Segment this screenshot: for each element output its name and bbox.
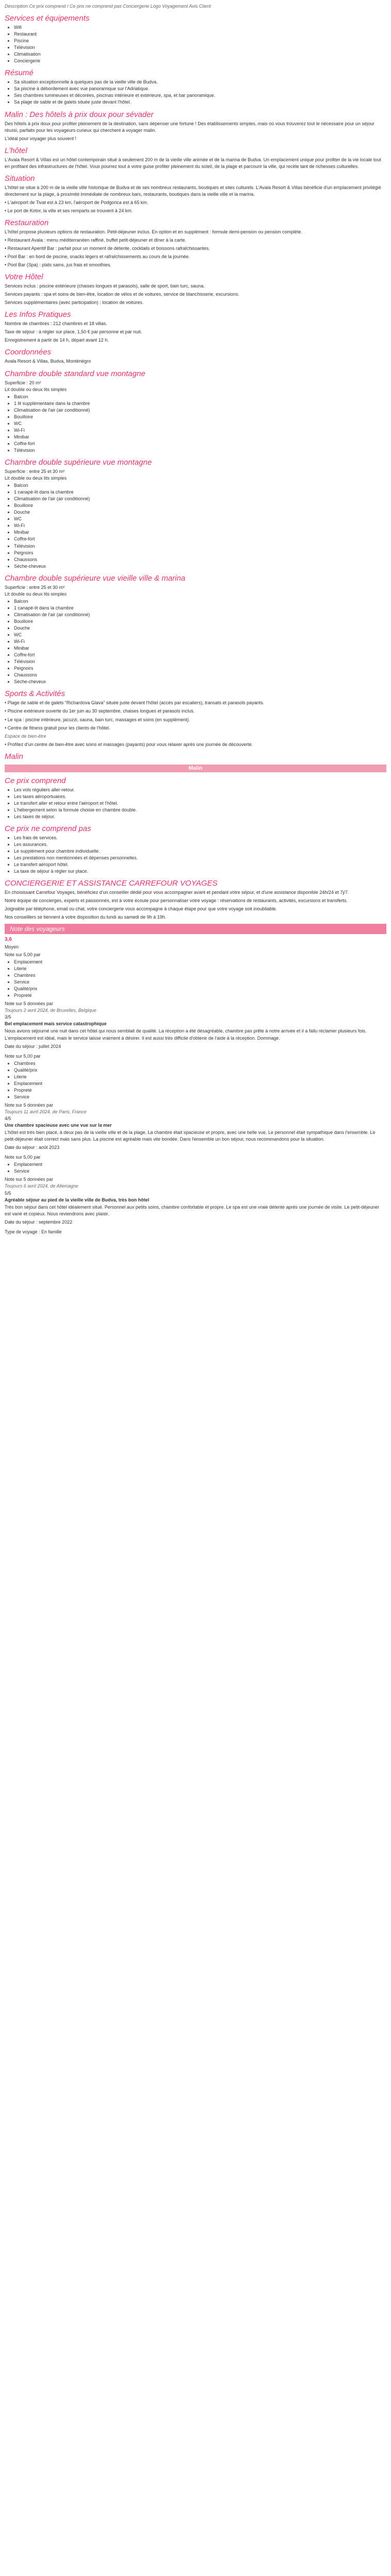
price-exclus-title: Ce prix ne comprend pas <box>5 824 91 833</box>
review-score: 4/5 <box>5 1116 11 1122</box>
travel-type: Type de voyage : En famille <box>5 1229 62 1234</box>
review-meta: Note sur 5 données par <box>5 1001 54 1007</box>
infos-text: Nombre de chambres : 212 chambres et 18 villas. <box>5 321 107 327</box>
review-date: Date du séjour : août 2023 <box>5 1145 60 1150</box>
product-page <box>0 0 391 1241</box>
list-item: ▪ Literie <box>14 965 386 972</box>
review-score-line: Note sur 5,00 par <box>5 952 41 957</box>
loisirs-text: Services payants : spa et soins de bien-être, location de vélos et de voitures, service de blanchisserie, excursions. <box>5 292 239 297</box>
list-item: ▪ Literie <box>14 1074 386 1080</box>
loisirs-title: Votre Hôtel <box>5 273 43 282</box>
malin-text: Des hôtels à prix doux pour profiter pleinement de la destination, sans dépenser une fortune ! Des établissements simples, mais où vous trouverez tout le nécessaire pour un séjour réussi, parfaits pour les voyageurs curieux qui cherchent à voyager malin. <box>5 121 374 133</box>
list-item: ▪ Climatisation de l'air (air conditionné) <box>14 407 386 414</box>
list-item: ▪ 1 canapé-lit dans la chambre <box>14 605 386 612</box>
list-item: ▪ Climatisation de l'air (air conditionné) <box>14 496 386 502</box>
coordonnees-text: Avala Resort & Villas, Budva, Monténégro <box>5 359 91 364</box>
price-exclus-list <box>5 835 386 875</box>
list-item: ▪ Sa situation exceptionnelle à quelques pas de la vieille ville de Budva. <box>14 79 386 86</box>
review <box>5 1154 386 1225</box>
review-meta: Note sur 5 données par <box>5 1102 54 1108</box>
list-item: ▪ Balcon <box>14 394 386 400</box>
espace-text: • Profitez d'un centre de bien-être avec soins et massages (payants) pour vous relaxer après une journée de découverte. <box>5 741 253 747</box>
malin-section-title: Malin <box>5 752 23 761</box>
list-item: ▪ Sèche-cheveux <box>14 679 386 685</box>
restauration-text: • Restaurant Aperitif Bar : parfait pour un moment de détente, cocktails et boissons rafraîchissantes. <box>5 246 210 251</box>
list-item: ▪ Les taxes de séjour. <box>14 814 386 820</box>
list-item: ▪ Wifi <box>14 24 386 31</box>
list-item: ▪ Peignoirs <box>14 665 386 672</box>
list-item: ▪ Les vols réguliers aller-retour. <box>14 787 386 793</box>
room-spec: Superficie : 20 m² <box>5 380 41 385</box>
list-item: ▪ Sèche-cheveux <box>14 563 386 570</box>
sports-text: • Le spa : piscine intérieure, jacuzzi, sauna, bain turc, massages et soins (en supplément). <box>5 717 190 722</box>
list-item: ▪ Bouilloire <box>14 414 386 420</box>
review-meta: Note sur 5 données par <box>5 1177 54 1182</box>
loisirs-text: Services supplémentaires (avec participation) : location de voitures. <box>5 300 144 306</box>
list-item: ▪ Ses chambres lumineuses et décorées, piscinas intérieure et extérieure, spa, et bar panoramique. <box>14 92 386 99</box>
services-title: Services et équipements <box>5 14 90 23</box>
list-item: ▪ Balcon <box>14 482 386 489</box>
list-item: ▪ 1 canapé-lit dans la chambre <box>14 489 386 496</box>
list-item: ▪ La taxe de séjour à régler sur place. <box>14 868 386 875</box>
overall-label: Moyen <box>5 944 19 950</box>
list-item: ▪ Bouilloire <box>14 502 386 509</box>
review-score-line: Note sur 5,00 par <box>5 1155 41 1160</box>
list-item: ▪ Chambres <box>14 1060 386 1067</box>
list-item: ▪ Télévision <box>14 44 386 51</box>
list-item: ▪ Peignoirs <box>14 550 386 556</box>
tab-navigation-text[interactable]: Description Ce prix comprend / Ce prix ne comprend pas Conciergerie Logo Voyagement Avis Client <box>5 4 211 9</box>
list-item: ▪ Le transfert aller et retour entre l'aéroport et l'hôtel. <box>14 800 386 807</box>
room-spec: Superficie : entre 25 et 30 m² <box>5 584 65 590</box>
review-author: Toujours 11 avril 2024, de Paris, France <box>5 1109 87 1114</box>
room-title: Chambre double standard vue montagne <box>5 369 145 378</box>
review-title <box>5 1021 386 1027</box>
review-title <box>5 1122 386 1129</box>
list-item: ▪ 1 lit supplémentaire dans la chambre <box>14 400 386 407</box>
situation-text: L'hôtel se situe à 200 m de la vieille ville historique de Budva et de ses nombreux restaurants, boutiques et sites culturels. L'Avala Resort & Villas bénéficie d'un emplacement privilégié directement sur la plage, à proximité immédiate de nombreux bars, restaurants, boutiques dans la vieille ville et la marina. <box>5 184 381 197</box>
list-item: ▪ Les frais de services. <box>14 835 386 841</box>
list-item: ▪ Coffre-fort <box>14 440 386 447</box>
malin-bar[interactable]: Malin <box>5 765 386 772</box>
restauration-text: • Pool Bar (Spa) : plats sains, jus frais et smoothies. <box>5 262 111 268</box>
situation-text: • L'aéroport de Tivat est à 23 km, l'aéroport de Podgorica est à 65 km. <box>5 199 149 205</box>
list-item: ▪ Sa plage de sable et de galets située juste devant l'hôtel. <box>14 99 386 106</box>
list-item: ▪ Télévision <box>14 543 386 550</box>
review-score: 3/5 <box>5 1014 11 1020</box>
review <box>5 952 386 1050</box>
list-item: ▪ Service <box>14 1168 386 1175</box>
price-inclus-list <box>5 787 386 820</box>
list-item: ▪ Piscine <box>14 38 386 44</box>
room-spec: Lit double ou deux lits simples <box>5 591 67 597</box>
loisirs-text: Services inclus : piscine extérieure (chaises longues et parasols), salle de sport, bain turc, sauna. <box>5 283 205 289</box>
list-item: ▪ Les taxes aéroportuaires. <box>14 793 386 800</box>
list-item: ▪ WC <box>14 420 386 427</box>
malin-title: Malin : Des hôtels à prix doux pour sévader <box>5 110 154 119</box>
list-item: ▪ Wi-Fi <box>14 522 386 529</box>
list-item: ▪ Télévision <box>14 658 386 665</box>
list-item: ▪ Service <box>14 1094 386 1100</box>
notes-bar[interactable]: Note des voyageurs <box>5 924 386 934</box>
review-date: Date du séjour : septembre 2022 <box>5 1219 73 1225</box>
sports-text: • Plage de sable et de galets “Richardova Glava” située juste devant l'hôtel (accès par escaliers), transats et parasols payants. <box>5 700 265 706</box>
list-item: ▪ Wi-Fi <box>14 427 386 434</box>
list-item: ▪ Chaussons <box>14 556 386 563</box>
list-item: ▪ Chaussons <box>14 672 386 679</box>
review-score: 5/5 <box>5 1190 11 1196</box>
concierge-title: CONCIERGERIE ET ASSISTANCE CARREFOUR VOYAGES <box>5 879 218 888</box>
infos-title: Les Infos Pratiques <box>5 310 71 319</box>
situation-text: • Le port de Kotor, la ville et ses remparts se trouvent à 24 km. <box>5 208 133 213</box>
hotel-text: L'Avala Resort & Villas est un hôtel contemporain situé à seulement 200 m de la vieille ville animée et de la marina de Budva. Un emplacement unique pour profiter de la vie locale tout en profitant des infrastructures de l'hôtel. Vous pourrez tout à votre guise profiter pleinement du soleil, de la plage et parcourir la ville, qui recèle tant de richesses culturelles. <box>5 157 381 169</box>
list-item: ▪ Le supplément pour chambre individuelle. <box>14 848 386 855</box>
coordonnees-title: Coordonnées <box>5 348 52 357</box>
price-inclus-title: Ce prix comprend <box>5 776 66 785</box>
resume-title: Résumé <box>5 69 34 78</box>
resume-list <box>5 79 386 106</box>
review-criteria <box>5 1060 386 1100</box>
list-item: ▪ Télévision <box>14 447 386 454</box>
list-item: ▪ Restaurant <box>14 31 386 38</box>
situation-title: Situation <box>5 174 35 183</box>
services-list <box>5 24 386 64</box>
overall-score: 3,6 <box>5 937 12 943</box>
list-item: ▪ Climatisation <box>14 51 386 58</box>
room-amenities <box>5 598 386 686</box>
room-spec: Superficie : entre 25 et 30 m² <box>5 469 65 474</box>
list-item: ▪ Coffre-fort <box>14 536 386 543</box>
restauration-text: • Restaurant Avala : menu méditerranéen raffiné, buffet petit-déjeuner et dîner à la carte. <box>5 237 186 243</box>
restauration-text: • Pool Bar : en bord de piscine, snacks légers et rafraîchissements au cours de la journée. <box>5 254 190 260</box>
list-item: ▪ Qualité/prix <box>14 986 386 992</box>
list-item: ▪ Conciergerie <box>14 58 386 64</box>
concierge-text: En choisissant Carrefour Voyages, bénéficiez d'un conseiller dédié pour vous accompagner avant et pendant votre séjour, et d'une assistance disponible 24h/24 et 7j/7. <box>5 890 349 895</box>
room-amenities <box>5 394 386 454</box>
review-text: L'hôtel est très bien placé, à deux pas de la vieille ville et de la plage. La chambre était spacieuse et propre, avec une belle vue. Le personnel était sympathique dans l'ensemble. Le petit-déjeuner était correct mais sans plus. La piscine est agréable mais vite bondée. Dans l'ensemble un bon séjour, nous recommandons pour la situation. <box>5 1130 376 1142</box>
list-item: ▪ Bouilloire <box>14 618 386 625</box>
list-item: ▪ Les prestations non mentionnées et dépenses personnelles. <box>14 855 386 861</box>
room-title: Chambre double supérieure vue vieille ville & marina <box>5 573 186 583</box>
review-title-text: Bel emplacement mais service catastrophique <box>5 1021 107 1027</box>
room-spec: Lit double ou deux lits simples <box>5 386 67 392</box>
hotel-title: L'hôtel <box>5 146 27 155</box>
list-item: ▪ L'hébergement selon la formule choisie en chambre double. <box>14 807 386 814</box>
list-item: ▪ WC <box>14 632 386 638</box>
list-item: ▪ Emplacement <box>14 1080 386 1087</box>
list-item: ▪ Chambres <box>14 972 386 979</box>
sports-title: Sports & Activités <box>5 689 65 699</box>
review-author: Toujours 6 avril 2024, de Allemagne <box>5 1183 78 1189</box>
restauration-title: Restauration <box>5 218 49 227</box>
list-item: ▪ Emplacement <box>14 1161 386 1168</box>
list-item: ▪ Emplacement <box>14 959 386 965</box>
list-item: ▪ Les assurances. <box>14 841 386 848</box>
review-text: Nous avions séjourné une nuit dans cet hôtel qui nous semblait de qualité. La réception a été désagréable, chambre pas prête à notre arrivée et il a fallu réclamer plusieurs fois. L'emplacement est idéal, mais le service laisse vraiment à désirer. Il est aussi très difficile d'obtenir de l'aide à la réception. Dommage. <box>5 1028 367 1041</box>
list-item: ▪ Douche <box>14 509 386 516</box>
review-criteria <box>5 959 386 999</box>
list-item: ▪ Climatisation de l'air (air conditionné) <box>14 612 386 618</box>
list-item: ▪ Le transfert aéroport hôtel. <box>14 861 386 868</box>
sports-text: • Centre de fitness gratuit pour les clients de l'hôtel. <box>5 725 110 731</box>
list-item: ▪ Balcon <box>14 598 386 605</box>
concierge-text: Notre équipe de concierges, experts et passionnés, est à votre écoute pour personnaliser votre voyage : réservations de restaurants, activités, excursions et transferts. <box>5 898 348 904</box>
concierge-text: Nos conseillers se tiennent à votre disposition du lundi au samedi de 9h à 19h. <box>5 914 167 920</box>
review-title <box>5 1197 386 1204</box>
list-item: ▪ Service <box>14 979 386 986</box>
list-item: ▪ Coffre-fort <box>14 652 386 658</box>
sports-text: • Piscine extérieure ouverte du 1er juin au 30 septembre, chaises longues et parasols inclus. <box>5 708 195 714</box>
list-item: ▪ Minibar <box>14 645 386 652</box>
review-date: Date du séjour : juillet 2024 <box>5 1043 61 1049</box>
list-item: ▪ Sa piscine à débordement avec vue panoramique sur l'Adriatique. <box>14 86 386 92</box>
restauration-text: L'hôtel propose plusieurs options de restauration. Petit-déjeuner inclus. En option et en supplément : formule demi-pension ou pension complète. <box>5 229 303 234</box>
list-item: ▪ Qualité/prix <box>14 1067 386 1074</box>
review-title-text: Agréable séjour au pied de la vieille ville de Budva, très bon hôtel <box>5 1197 150 1202</box>
list-item: ▪ Propreté <box>14 1087 386 1094</box>
list-item: ▪ Minibar <box>14 434 386 440</box>
list-item: ▪ Minibar <box>14 529 386 536</box>
concierge-text: Joignable par téléphone, email ou chat, votre conciergerie vous accompagne à chaque étape pour que votre voyage soit inoubliable. <box>5 906 277 912</box>
review-title-text: Une chambre spacieuse avec une vue sur la mer <box>5 1123 112 1128</box>
espace-label: Espace de bien-être <box>5 733 46 739</box>
infos-text: Taxe de séjour : à régler sur place, 1,50 € par personne et par nuit. <box>5 329 142 335</box>
review-author: Toujours 2 avril 2024, de Bruxelles, Belgique <box>5 1008 96 1013</box>
list-item: ▪ Propreté <box>14 992 386 999</box>
malin-text: L'idéal pour voyager plus souvent ! <box>5 135 76 141</box>
room-title: Chambre double supérieure vue montagne <box>5 458 152 467</box>
review <box>5 1053 386 1151</box>
infos-text: Enregistrement à partir de 14 h, départ avant 12 h. <box>5 337 109 343</box>
review-text: Très bon séjour dans cet hôtel idéalement situé. Personnel aux petits soins, chambre confortable et propre. Le spa est une vraie détente après une journée de visite. Le petit-déjeuner est varié et copieux. Nous reviendrons avec plaisir. <box>5 1204 380 1216</box>
review-criteria <box>5 1161 386 1175</box>
room-amenities <box>5 482 386 570</box>
review-score-line: Note sur 5,00 par <box>5 1053 41 1059</box>
list-item: ▪ Douche <box>14 625 386 632</box>
list-item: ▪ WC <box>14 516 386 522</box>
list-item: ▪ Wi-Fi <box>14 638 386 645</box>
room-spec: Lit double ou deux lits simples <box>5 476 67 481</box>
